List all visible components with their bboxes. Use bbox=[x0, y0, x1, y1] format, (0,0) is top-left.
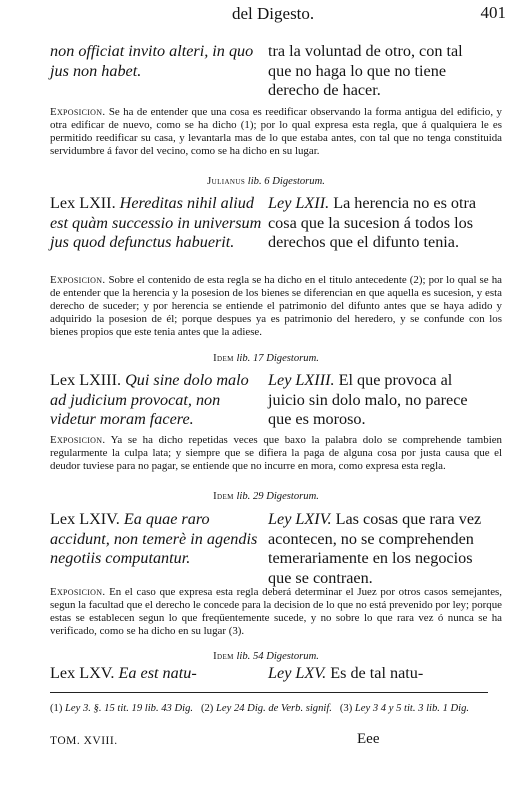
exposicion-paragraph bbox=[50, 274, 502, 339]
exposicion-label: Exposicion. bbox=[50, 586, 106, 598]
law-pair-lxv bbox=[50, 664, 502, 684]
footnote-divider bbox=[50, 692, 488, 693]
source-author: Idem bbox=[213, 353, 234, 364]
footnote-1-mark: (1) bbox=[50, 703, 63, 714]
exposicion-paragraph bbox=[50, 106, 502, 158]
exposicion-text: Sobre el contenido de esta regla se ha dicho en el titulo antecedente (2); por lo qual se ha de entender que la herencia y la posesion de los bienes se diferencian en que aquella es sucesion, y esta derecho de suceder; y por herencia se entiende el patrimonio del difunto antes que se haya adido y adquirido la posesion de él; porque despues ya es patrimonio del heredero, y se confunde con los bienes propios que este tenia antes que la adiese. bbox=[50, 274, 502, 339]
latin-law bbox=[50, 371, 268, 430]
latin-law bbox=[50, 194, 268, 253]
source-reference: lib. 17 Digestorum. bbox=[236, 353, 319, 364]
ley-number: Ley LXV. bbox=[268, 664, 327, 682]
law-pair-continuation bbox=[50, 42, 502, 101]
exposicion-label: Exposicion. bbox=[50, 106, 106, 118]
exposicion-paragraph bbox=[50, 586, 502, 638]
spanish-text: Es de tal natu- bbox=[330, 664, 424, 682]
page-number: 401 bbox=[480, 3, 506, 22]
law-pair-lxiv bbox=[50, 510, 502, 588]
ley-number: Ley LXIV. bbox=[268, 510, 332, 528]
source-citation bbox=[0, 176, 532, 187]
latin-text: non officiat invito alteri, in quo jus non habet. bbox=[50, 42, 254, 80]
spanish-text: La herencia no es otra cosa que la sucesion á todos los derechos que el difunto tenia. bbox=[268, 194, 477, 251]
law-pair-lxii bbox=[50, 194, 502, 253]
exposicion-label: Exposicion. bbox=[50, 274, 106, 286]
spanish-text: Las cosas que rara vez acontecen, no se comprehenden temerariamente en los negocios que se contraen. bbox=[268, 510, 482, 587]
exposicion-label: Exposicion. bbox=[50, 434, 106, 446]
spanish-law bbox=[268, 194, 490, 253]
volume-signature: TOM. XVIII. bbox=[50, 735, 118, 747]
source-citation bbox=[0, 353, 532, 364]
spanish-law bbox=[268, 371, 490, 430]
source-reference: lib. 54 Digestorum. bbox=[236, 651, 319, 662]
latin-law bbox=[50, 664, 268, 684]
source-citation bbox=[0, 651, 532, 662]
footnote-2-mark: (2) bbox=[200, 703, 214, 714]
lex-number: Lex LXIV. bbox=[50, 510, 120, 528]
latin-text: Hereditas nihil aliud est quàm successio in universum jus quod defunctus habuerit. bbox=[50, 194, 262, 251]
spanish-text: tra la voluntad de otro, con tal que no haga lo que no tiene derecho de hacer. bbox=[268, 42, 463, 99]
gathering-signature: Eee bbox=[357, 731, 380, 747]
lex-number: Lex LXII. bbox=[50, 194, 116, 212]
exposicion-text: Ya se ha dicho repetidas veces que baxo la palabra dolo se comprehende tambien regularmente la culpa lata; y siempre que se difiera la paga de alguna cosa por justa causa que el deudor tuviese para no pagar, se entiende que no incurre en mora, como expresa esta regla. bbox=[50, 434, 503, 473]
exposicion-paragraph bbox=[50, 434, 502, 473]
footnote-1-text: Ley 3. §. 15 tit. 19 lib. 43 Dig. bbox=[65, 703, 194, 714]
exposicion-text: Se ha de entender que una cosa es reedificar observando la forma antigua del edificio, y otra edificar de nuevo, como se ha dicho (1); por lo qual expresa esta regla, que á qualquiera le es permitido reedificar su casa, y levantarla mas de lo que estaba antes, con tal que no tenga constituida servidumbre á favor del vecino, como se ha dicho en su lugar. bbox=[50, 106, 502, 158]
footnote-3-text: Ley 3 4 y 5 tit. 3 lib. 1 Dig. bbox=[354, 703, 470, 714]
running-head-title: del Digesto. bbox=[232, 4, 315, 23]
source-reference: lib. 29 Digestorum. bbox=[236, 491, 319, 502]
source-reference: lib. 6 Digestorum. bbox=[247, 176, 325, 187]
latin-text: Qui sine dolo malo ad judicium provocat, non videtur moram facere. bbox=[50, 371, 249, 428]
law-pair-lxiii bbox=[50, 371, 502, 430]
ley-number: Ley LXII. bbox=[268, 194, 330, 212]
ley-number: Ley LXIII. bbox=[268, 371, 335, 389]
exposicion-text: En el caso que expresa esta regla deberá determinar el Juez por otros casos semejantes, segun la facultad que el derecho le concede para la decision de lo que no está prevenido por ley; porque estas se establecen segun lo que freqüentemente sucede, y no sobre lo que rara vez ó nunca se ha verificado, como se ha dicho en su lugar (3). bbox=[50, 586, 502, 638]
footnote-3-mark: (3) bbox=[339, 703, 353, 714]
source-author: Julianus bbox=[207, 176, 246, 187]
source-citation bbox=[0, 491, 532, 502]
footnote-2-text: Ley 24 Dig. de Verb. signif. bbox=[216, 703, 332, 714]
latin-law bbox=[50, 510, 268, 588]
spanish-text: El que provoca al juicio sin dolo malo, no parece que es moroso. bbox=[268, 371, 468, 428]
latin-text: Ea est natu- bbox=[118, 664, 197, 682]
spanish-law bbox=[268, 510, 490, 588]
source-author: Idem bbox=[213, 491, 234, 502]
lex-number: Lex LXV. bbox=[50, 664, 115, 682]
footnotes bbox=[50, 702, 502, 715]
lex-number: Lex LXIII. bbox=[50, 371, 122, 389]
latin-text: Ea quae raro accidunt, non temerè in agendis negotiis computantur. bbox=[50, 510, 258, 567]
source-author: Idem bbox=[213, 651, 234, 662]
spanish-law bbox=[268, 664, 490, 684]
